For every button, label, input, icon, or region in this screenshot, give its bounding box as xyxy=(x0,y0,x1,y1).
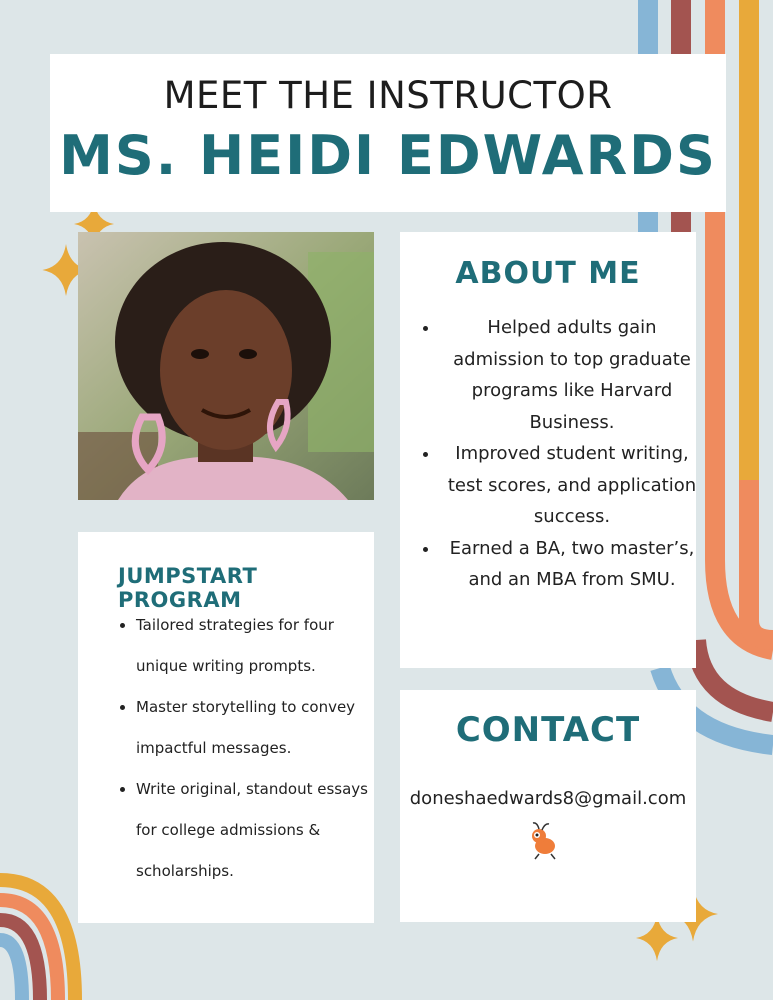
about-me-list xyxy=(422,312,704,596)
list-item: • Earned a BA, two master’s, and an MBA from SMU. xyxy=(440,533,704,596)
contact-heading: CONTACT xyxy=(455,710,641,750)
list-item: • Improved student writing, test scores, and application success. xyxy=(440,438,704,533)
ant-mascot-icon xyxy=(525,820,565,860)
jumpstart-program-card xyxy=(78,532,374,923)
page-subtitle: MEET THE INSTRUCTOR xyxy=(163,74,613,117)
list-item: • Write original, standout essays for college admissions & scholarships. xyxy=(136,769,386,892)
contact-email-link[interactable]: doneshaedwards8@gmail.com xyxy=(409,788,687,809)
list-item: • Master storytelling to convey impactful messages. xyxy=(136,687,386,769)
list-item: • Tailored strategies for four unique writing prompts. xyxy=(136,605,386,687)
header-card xyxy=(50,54,726,212)
list-item: • Helped adults gain admission to top graduate programs like Harvard Business. xyxy=(440,312,704,438)
page-title: MS. HEIDI EDWARDS xyxy=(59,124,717,187)
jumpstart-list xyxy=(116,605,386,892)
jumpstart-heading: JUMPSTART PROGRAM xyxy=(118,564,258,612)
about-me-heading: ABOUT ME xyxy=(455,256,641,291)
about-me-card xyxy=(400,232,696,668)
contact-card xyxy=(400,690,696,922)
instructor-photo xyxy=(78,232,374,500)
